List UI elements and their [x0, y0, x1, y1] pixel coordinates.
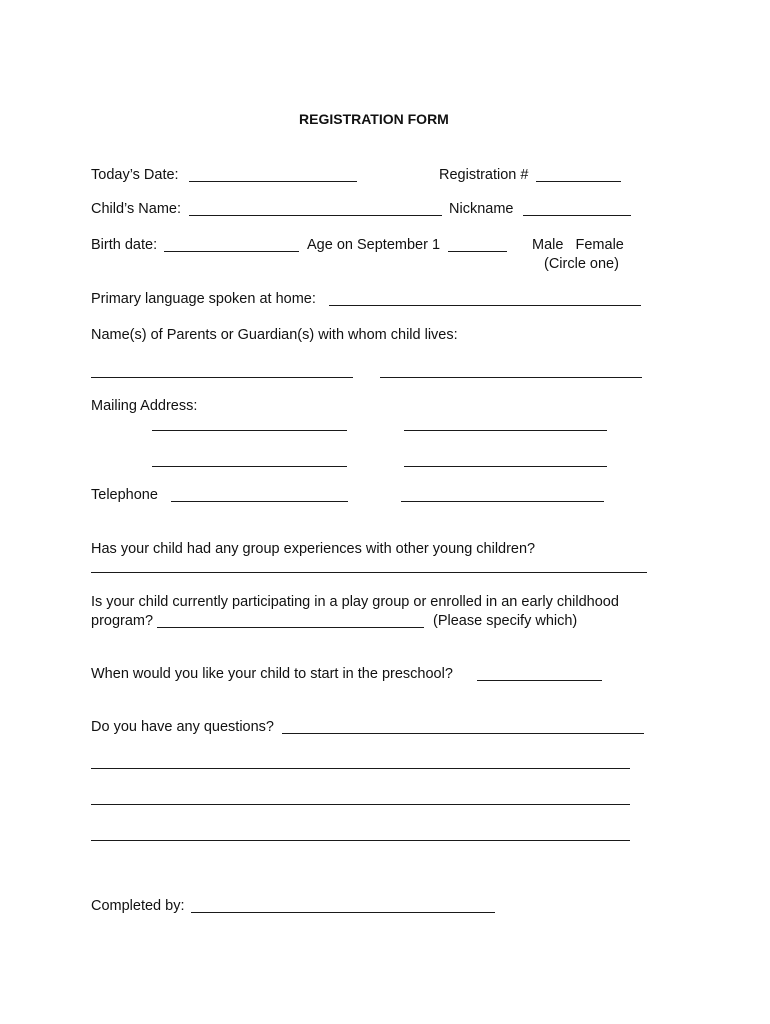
primary-language-field[interactable]: [329, 305, 641, 306]
telephone-label: Telephone: [91, 487, 158, 503]
primary-language-label: Primary language spoken at home:: [91, 291, 316, 307]
questions-label: Do you have any questions?: [91, 719, 274, 735]
nickname-field[interactable]: [523, 215, 631, 216]
nickname-label: Nickname: [449, 201, 514, 217]
parent-name-field-2[interactable]: [380, 377, 642, 378]
parents-label: Name(s) of Parents or Guardian(s) with whom child lives:: [91, 327, 458, 343]
mailing-address-field-4[interactable]: [404, 466, 607, 467]
birth-date-field[interactable]: [164, 251, 299, 252]
questions-line-2[interactable]: [91, 804, 630, 805]
group-experience-field[interactable]: [91, 572, 647, 573]
questions-line-1[interactable]: [91, 768, 630, 769]
start-field[interactable]: [477, 680, 602, 681]
telephone-field-1[interactable]: [171, 501, 348, 502]
childs-name-field[interactable]: [189, 215, 442, 216]
questions-line-3[interactable]: [91, 840, 630, 841]
age-field[interactable]: [448, 251, 507, 252]
gender-hint: (Circle one): [544, 256, 619, 272]
todays-date-label: Today’s Date:: [91, 167, 179, 183]
play-group-question-line2: program?: [91, 613, 154, 629]
mailing-address-field-2[interactable]: [404, 430, 607, 431]
registration-number-label: Registration #: [439, 167, 529, 183]
play-group-question-line1: Is your child currently participating in a play group or enrolled in an early childhood: [91, 594, 619, 610]
parent-name-field-1[interactable]: [91, 377, 353, 378]
completed-by-field[interactable]: [191, 912, 495, 913]
age-label: Age on September 1: [307, 237, 441, 253]
mailing-address-field-3[interactable]: [152, 466, 347, 467]
please-specify-hint: (Please specify which): [433, 613, 578, 629]
questions-field[interactable]: [282, 733, 644, 734]
gender-options[interactable]: Male Female: [532, 237, 624, 253]
telephone-field-2[interactable]: [401, 501, 604, 502]
birth-date-label: Birth date:: [91, 237, 158, 253]
mailing-address-field-1[interactable]: [152, 430, 347, 431]
play-group-field[interactable]: [157, 627, 424, 628]
start-question: When would you like your child to start in the preschool?: [91, 666, 453, 682]
todays-date-field[interactable]: [189, 181, 357, 182]
childs-name-label: Child’s Name:: [91, 201, 181, 217]
form-title: REGISTRATION FORM: [299, 111, 449, 127]
group-experience-question: Has your child had any group experiences with other young children?: [91, 541, 536, 557]
completed-by-label: Completed by:: [91, 898, 185, 914]
mailing-address-label: Mailing Address:: [91, 398, 198, 414]
registration-number-field[interactable]: [536, 181, 621, 182]
